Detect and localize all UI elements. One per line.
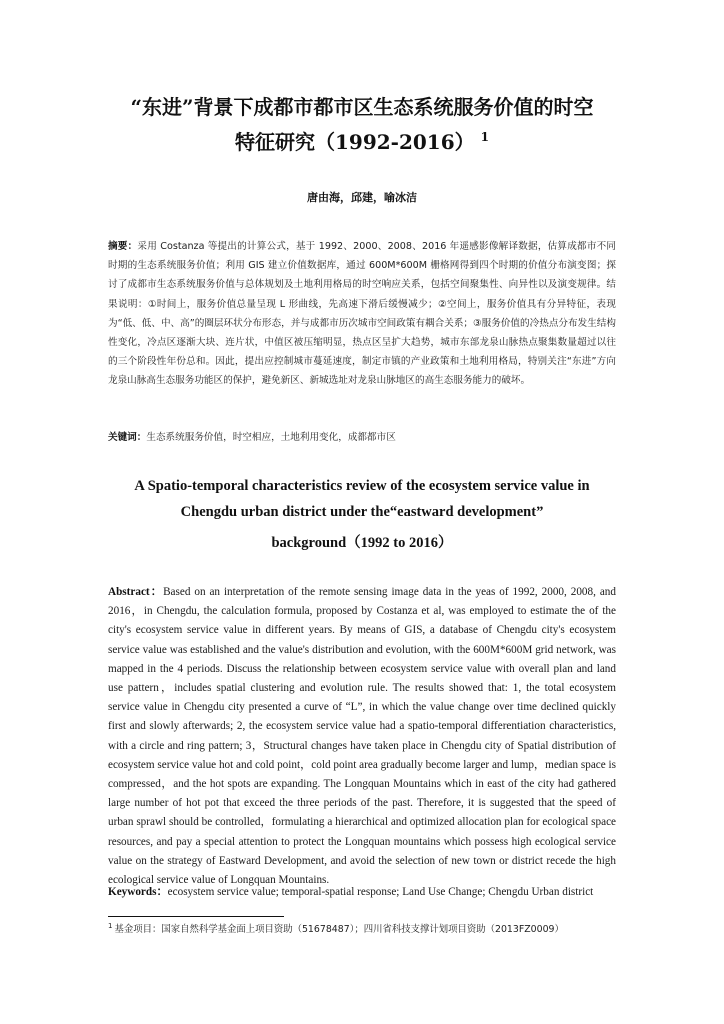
chinese-keywords-label: 关键词： xyxy=(108,432,147,443)
chinese-title-line-2 xyxy=(0,126,724,155)
english-abstract-text: Based on an interpretation of the remote sensing image data in the yeas of 1992, 2000, 2008, and 2016，in Chengdu, the calculation formula, proposed by Costanza et al, was employed to estimate the of the city's ecosystem service value in different years. By means of GIS, a database of Chengdu city's ecosystem service value was established and the value's distribution and evolution, with the 600M*600M grid network, was mapped in the 4 periods. Discuss the relationship between ecosystem service value with overall plan and land use pattern，includes spatial clustering and evolution rule. The results showed that: 1, the total ecosystem service value in Chengdu city presented a curve of “L”, in which the value change over time declined quickly first and slowly afterwards; 2, the ecosystem service value had a spatio-temporal differentiation characteristics, with a circle and ring pattern; 3，Structural changes have taken place in Chengdu city of Spatial distribution of ecosystem service value hot and cold point，cold point area gradually become larger and lump，median space is compressed，and the hot spots are expanding. The Longquan Mountains which in east of the city had gathered large number of hot pot that exceed the three periods of the past. Therefore, it is suggested that the speed of urban sprawl should be controlled，formulating a hierarchical and optimized allocation plan for ecological space resources, and pay a special attention to protect the Longquan mountains which possess high ecological service value on the strategy of Eastward Development, and avoid the selection of new town or district recede the high ecological service value of Longquan Mountains. xyxy=(108,586,616,887)
english-abstract-label: Abstract： xyxy=(108,586,164,598)
chinese-title-line-2-text: 特征研究（1992-2016） xyxy=(235,130,475,154)
authors: 唐由海，邱建，喻冰洁 xyxy=(307,191,417,204)
chinese-keywords-text: 生态系统服务价值，时空相应，土地利用变化，成都都市区 xyxy=(146,432,396,443)
funding-footnote xyxy=(108,921,620,935)
english-title-line-1: A Spatio-temporal characteristics review of the ecosystem service value in xyxy=(134,478,590,494)
english-keywords xyxy=(108,883,616,902)
chinese-abstract-label: 摘要： xyxy=(108,241,138,252)
english-abstract xyxy=(108,583,616,890)
footnote-divider xyxy=(108,916,284,917)
footnote-text: 基金项目：国家自然科学基金面上项目资助（51678487）；四川省科技支撑计划项目资助（2013FZ0009） xyxy=(114,924,564,935)
english-keywords-label: Keywords： xyxy=(108,886,168,898)
chinese-title-line-1: “东进”背景下成都市都市区生态系统服务价值的时空 xyxy=(130,95,594,119)
title-footnote-marker: 1 xyxy=(480,130,489,145)
chinese-abstract xyxy=(108,237,616,391)
chinese-abstract-text: 采用 Costanza 等提出的计算公式，基于 1992、2000、2008、2016 年遥感影像解译数据，估算成都市不同时期的生态系统服务价值；利用 GIS 建立价值数据库，通过 600M*600M 栅格网得到四个时期的价值分布演变图；探讨了成都市生态系统服务价值与总体规划及土地利用格局的时空响应关系，包括空间聚集性、向异性以及演变规律。结果说明：①时间上，服务价值总量呈现 L 形曲线，先高速下滑后缓慢减少；②空间上，服务价值具有分异特征，表现为“低、低、中、高”的圈层环状分布形态，并与成都市历次城市空间政策有耦合关系；③服务价值的冷热点分布发生结构性变化，冷点区逐渐大块、连片状，中值区被压缩明显，热点区呈扩大趋势，城市东部龙泉山脉热点聚集数量超过以往的三个阶段性年份总和。因此，提出应控制城市蔓延速度，制定市镇的产业政策和土地利用格局，特别关注“东进”方向龙泉山脉高生态服务功能区的保护，避免新区、新城选址对龙泉山脉地区的高生态服务能力的破坏。 xyxy=(108,241,617,387)
footnote-marker: 1 xyxy=(108,921,113,930)
english-title-line-2: Chengdu urban district under the“eastward development” xyxy=(180,504,544,520)
english-title-line-3: background（1992 to 2016） xyxy=(271,535,453,551)
english-keywords-text: ecosystem service value; temporal-spatial response; Land Use Change; Chengdu Urban district xyxy=(167,886,594,898)
chinese-keywords xyxy=(108,428,616,447)
